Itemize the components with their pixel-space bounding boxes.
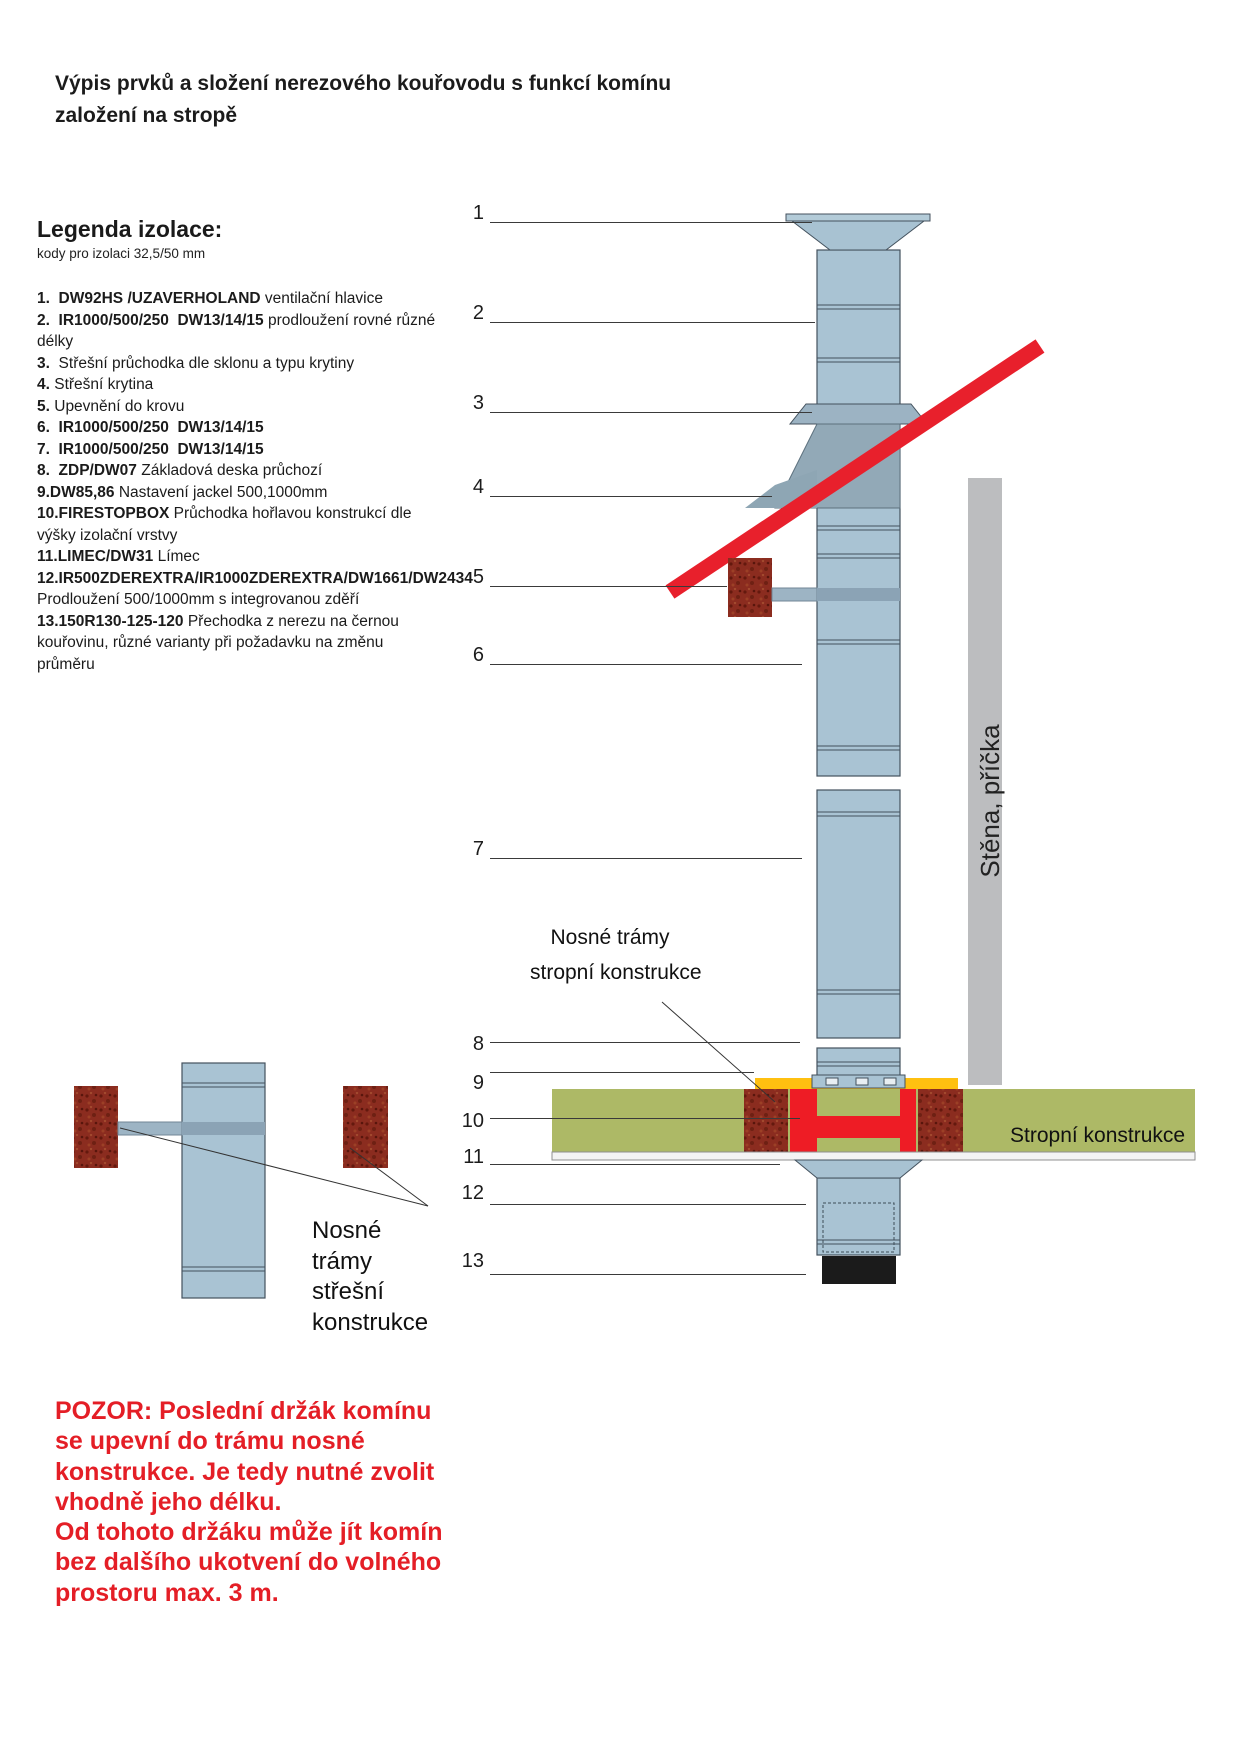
rafter-bracket-arm (772, 588, 817, 601)
warning-line: prostoru max. 3 m. (55, 1578, 279, 1607)
legend-item (37, 374, 439, 396)
mini-bracket-clamp (182, 1122, 265, 1135)
rafter-bracket-clamp (817, 588, 900, 601)
warning-line: bez dalšího ukotvení do volného (55, 1548, 442, 1577)
page-title-line1: Výpis prvků a složení nerezového kouřovodu s funkcí komínu (55, 72, 672, 95)
collar-limec (795, 1160, 922, 1178)
mini-bracket-arm (118, 1122, 182, 1135)
legend-item-desc: Střešní krytina (49, 376, 154, 393)
roof-beams-label-line4: konstrukce (312, 1308, 429, 1336)
mini-beam-right (343, 1086, 388, 1168)
callout-number-9: 9 (472, 1072, 484, 1094)
legend-item (37, 460, 439, 482)
legend-item (37, 310, 439, 353)
floor-beam-left (744, 1089, 788, 1152)
callout-number-13: 13 (461, 1250, 484, 1272)
roof-beams-label-line1: Nosné (312, 1217, 382, 1244)
legend-item (37, 568, 473, 611)
legend-item-code: 1. DW92HS /UZAVERHOLAND (37, 290, 261, 307)
callout-number-1: 1 (472, 202, 484, 224)
legend-item-desc: Střešní průchodka dle sklonu a typu krytiny (49, 354, 355, 372)
legend-item-code: 12.IR500ZDEREXTRA/IR1000ZDEREXTRA/DW1661/DW2434 (37, 569, 473, 587)
roof-beams-label (312, 1216, 428, 1338)
callout-number-11: 11 (463, 1146, 484, 1168)
legend-item-code: 7. IR1000/500/250 DW13/14/15 (37, 440, 264, 458)
pipe-upper-section (817, 250, 900, 776)
rafter-beam (728, 558, 772, 617)
callout-line-1 (490, 222, 812, 223)
legend-item-desc: Přechodka z nerezu na černou kouřovinu, různé varianty při požadavku na změnu průměru (37, 612, 399, 673)
firestop-band (790, 1116, 916, 1138)
callout-number-3: 3 (472, 392, 484, 414)
page-title-line2: založení na stropě (55, 104, 238, 127)
callout-line-13 (490, 1274, 806, 1275)
warning-note (55, 1396, 443, 1608)
callout-line-10 (490, 1118, 800, 1119)
legend-item-desc: Průchodka hořlavou konstrukcí dle výšky izolační vrstvy (37, 505, 412, 544)
legend-item (37, 503, 439, 546)
warning-line: se upevní do trámu nosné (55, 1427, 365, 1456)
warning-line: vhodně jeho délku. (55, 1487, 282, 1516)
legend-item (37, 546, 439, 568)
callout-number-7: 7 (472, 838, 484, 860)
legend-item (37, 353, 439, 375)
page-title (55, 68, 671, 132)
legend-item-desc: ventilační hlavice (260, 290, 383, 307)
callout-number-8: 8 (472, 1033, 484, 1055)
callout-line-2 (490, 322, 815, 323)
legend-item-code: 6. IR1000/500/250 DW13/14/15 (37, 419, 264, 436)
legend-item (37, 439, 439, 461)
warning-line: Od tohoto držáku může jít komín (55, 1518, 443, 1547)
legend-list (37, 288, 473, 675)
callout-line-6 (490, 664, 802, 665)
legend-item-code: 8. ZDP/DW07 (37, 462, 137, 479)
legend-item-code: 10.FIRESTOPBOX (37, 505, 170, 522)
base-plate-clamps (826, 1078, 896, 1085)
warning-line: POZOR: Poslední držák komínu (55, 1397, 432, 1425)
ceiling-beams-label-line1: Nosné trámy (550, 926, 670, 949)
slab-label: Stropní konstrukce (1010, 1124, 1186, 1147)
callout-line-11 (490, 1164, 780, 1165)
ceiling-board (552, 1152, 1195, 1160)
roof-beams-label-line3: střešní (312, 1278, 385, 1306)
legend-item-code: 4. (37, 376, 50, 393)
floor-beam-right (918, 1089, 963, 1152)
vent-head-cone (792, 221, 924, 250)
pointer-roof-beam-right (350, 1148, 428, 1206)
callout-line-4 (490, 496, 772, 497)
callout-number-4: 4 (472, 476, 484, 498)
legend-item-code: 11.LIMEC/DW31 (37, 548, 154, 565)
legend-item (37, 482, 439, 504)
legend-item-code: 3. (37, 354, 50, 372)
mini-pipe (182, 1063, 265, 1298)
wall-label: Stěna, příčka (975, 724, 1005, 878)
callout-line-8 (490, 1042, 800, 1043)
legend-item-desc: prodloužení rovné různé délky (37, 311, 436, 350)
callout-line-9 (490, 1072, 754, 1073)
callout-line-3 (490, 412, 812, 413)
callout-number-6: 6 (472, 644, 484, 666)
callout-line-5 (490, 586, 727, 587)
ceiling-beams-label-line2: stropní konstrukce (530, 961, 702, 984)
pointer-ceiling-beams (662, 1002, 775, 1102)
warning-line: konstrukce. Je tedy nutné zvolit (55, 1457, 435, 1486)
callout-number-5: 5 (472, 566, 484, 588)
storm-collar (790, 404, 927, 424)
roof-beams-label-line2: trámy (312, 1247, 372, 1275)
pipe-middle-section (817, 790, 900, 1038)
legend-item (37, 288, 439, 310)
callout-number-10: 10 (461, 1110, 484, 1132)
callout-line-7 (490, 858, 802, 859)
callout-line-12 (490, 1204, 806, 1205)
legend-item-desc: Prodloužení 500/1000mm s integrovanou zděří (37, 591, 360, 608)
ceiling-beams-label (530, 920, 702, 990)
legend-item-code: 5. (37, 397, 50, 415)
legend-item (37, 396, 439, 418)
callout-number-12: 12 (461, 1182, 484, 1204)
legend-item-code: 2. IR1000/500/250 DW13/14/15 (37, 311, 264, 329)
legend-item-desc: Límec (153, 548, 200, 565)
legend-item-desc: Upevnění do krovu (49, 397, 185, 415)
mini-beam-left (74, 1086, 118, 1168)
black-flue-adapter (822, 1256, 896, 1284)
legend-item-desc: Základová deska průchozí (136, 462, 323, 479)
legend-item (37, 417, 439, 439)
legend-item-code: 9.DW85,86 (37, 483, 115, 501)
legend-subheading: kody pro izolaci 32,5/50 mm (37, 246, 206, 261)
legend-item-code: 13.150R130-125-120 (37, 612, 184, 630)
legend-item-desc: Nastavení jackel 500,1000mm (114, 483, 328, 501)
callout-number-2: 2 (472, 302, 484, 324)
legend-heading: Legenda izolace: (37, 216, 223, 242)
vent-head-plate (786, 214, 930, 221)
legend-item (37, 611, 439, 676)
